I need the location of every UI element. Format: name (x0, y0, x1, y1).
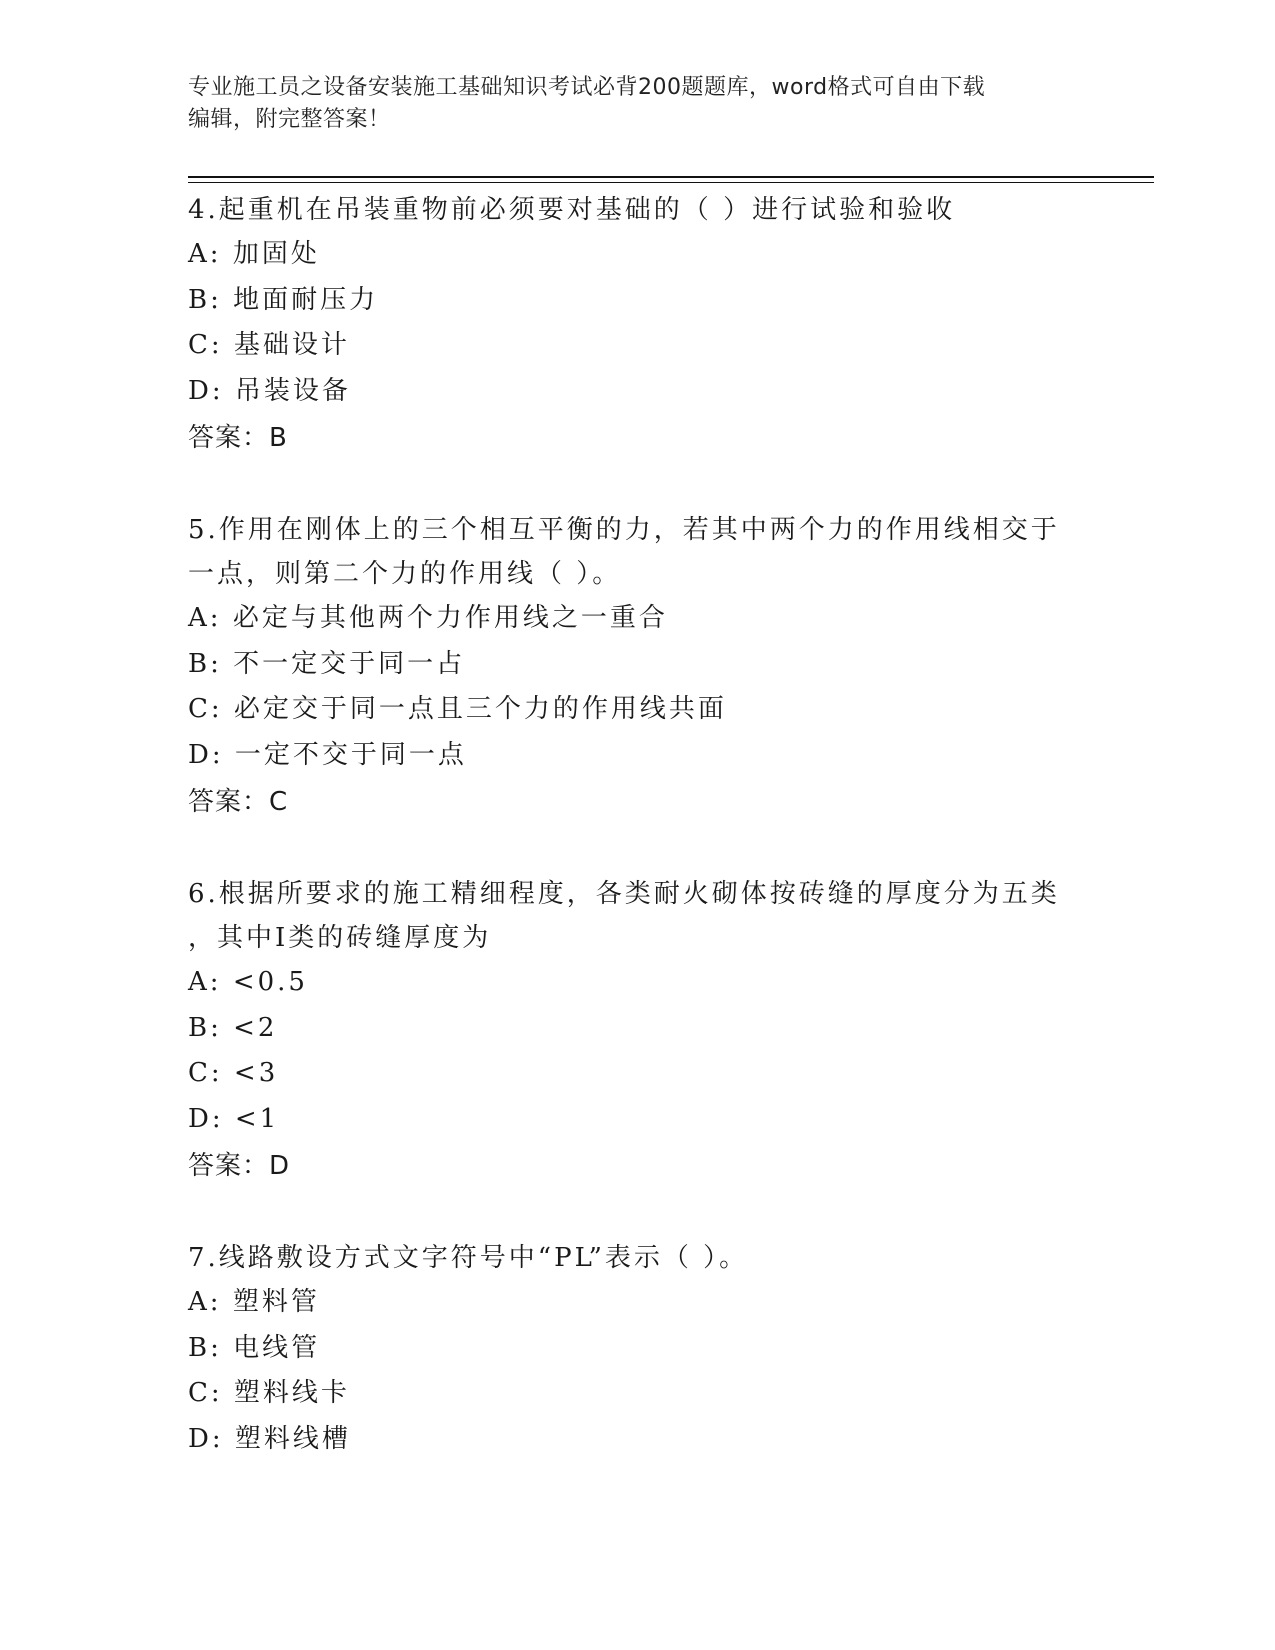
question-7 (188, 1236, 1088, 1462)
option-d (188, 1097, 1088, 1143)
option-text: <1 (234, 1103, 280, 1134)
option-text: 必定与其他两个力作用线之一重合 (232, 603, 668, 633)
option-text: 电线管 (233, 1332, 321, 1363)
option-text: 必定交于同一点且三个力的作用线共面 (233, 694, 727, 724)
question-list (188, 188, 1088, 1508)
option-text: 地面耐压力 (233, 284, 379, 315)
option-letter: C: (188, 694, 223, 724)
option-letter: B: (188, 284, 222, 315)
option-letter: D: (188, 375, 224, 406)
option-d (188, 369, 1088, 415)
option-text: 吊装设备 (234, 375, 351, 406)
option-letter: C: (188, 330, 223, 360)
question-5 (188, 508, 1088, 826)
option-a (188, 960, 1088, 1006)
option-b (188, 1006, 1088, 1052)
option-a (188, 596, 1088, 642)
question-6 (188, 872, 1088, 1190)
option-letter: A: (188, 239, 222, 269)
answer-line: 答案：D (188, 1151, 291, 1181)
option-letter: B: (188, 1332, 222, 1363)
question-text: 4.起重机在吊装重物前必须要对基础的（ ）进行试验和验收 (188, 195, 956, 225)
option-text: 塑料线槽 (234, 1423, 351, 1454)
option-c (188, 1371, 1088, 1417)
question-4 (188, 188, 1088, 462)
question-text-continued: 一点，则第二个力的作用线（ ）。 (188, 559, 622, 589)
option-letter: B: (188, 1012, 222, 1043)
option-letter: A: (188, 967, 222, 997)
option-letter: B: (188, 648, 222, 679)
option-letter: D: (188, 739, 224, 770)
question-text: 5.作用在刚体上的三个相互平衡的力，若其中两个力的作用线相交于 (188, 515, 1060, 545)
header-rule-thick (188, 176, 1154, 178)
option-text: 塑料线卡 (233, 1378, 350, 1408)
option-letter: D: (188, 1423, 224, 1454)
answer-line: 答案：C (188, 787, 289, 817)
header-line-1: 专业施工员之设备安装施工基础知识考试必背200题题库，word格式可自由下载 (188, 75, 986, 100)
option-text: 基础设计 (233, 330, 350, 360)
option-text: <0.5 (232, 967, 308, 997)
option-c (188, 323, 1088, 369)
option-text: 一定不交于同一点 (234, 739, 467, 770)
option-letter: A: (188, 1287, 222, 1317)
option-text: <3 (233, 1058, 279, 1088)
option-letter: C: (188, 1058, 223, 1088)
option-b (188, 642, 1088, 688)
option-letter: D: (188, 1103, 224, 1134)
answer-line: 答案：B (188, 423, 288, 453)
question-text: 7.线路敷设方式文字符号中“PL”表示（ ）。 (188, 1243, 749, 1273)
option-a (188, 1280, 1088, 1326)
option-text: 塑料管 (232, 1287, 320, 1317)
option-a (188, 232, 1088, 278)
option-d (188, 1417, 1088, 1463)
option-text: <2 (233, 1012, 278, 1043)
option-c (188, 687, 1088, 733)
document-header (188, 72, 1088, 136)
header-line-2: 编辑，附完整答案！ (188, 107, 391, 132)
option-b (188, 1326, 1088, 1372)
question-text-continued: ，其中Ⅰ类的砖缝厚度为 (188, 923, 492, 953)
option-b (188, 278, 1088, 324)
option-text: 不一定交于同一占 (233, 648, 466, 679)
option-letter: C: (188, 1378, 223, 1408)
header-rule-thin (188, 182, 1154, 183)
option-text: 加固处 (232, 239, 320, 269)
option-letter: A: (188, 603, 222, 633)
question-text: 6.根据所要求的施工精细程度，各类耐火砌体按砖缝的厚度分为五类 (188, 879, 1060, 909)
option-c (188, 1051, 1088, 1097)
option-d (188, 733, 1088, 779)
